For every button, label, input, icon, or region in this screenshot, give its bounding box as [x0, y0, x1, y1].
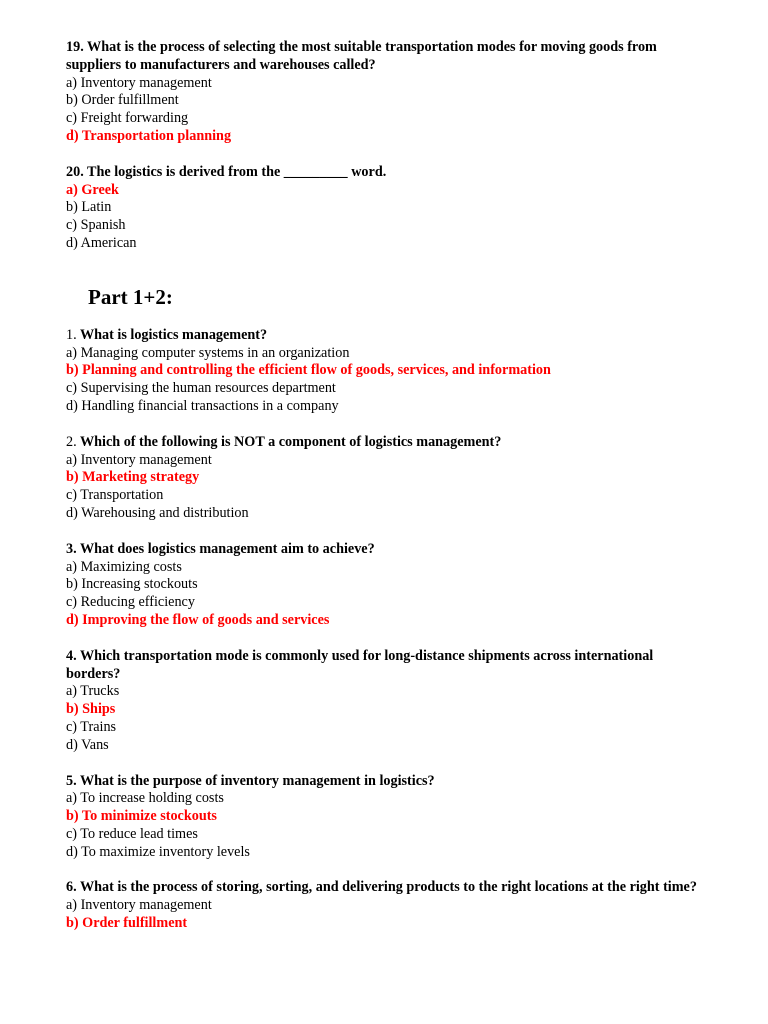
question-item	[66, 327, 768, 416]
answer-option: a) Inventory management	[66, 897, 212, 914]
correct-answer-option: b) Planning and controlling the efficient flow of goods, services, and information	[66, 362, 551, 379]
answer-option: d) American	[66, 234, 137, 251]
answer-option: d) Warehousing and distribution	[66, 504, 249, 521]
answer-option: c) Transportation	[66, 487, 164, 504]
answer-option: c) Reducing efficiency	[66, 594, 195, 611]
question-item	[66, 773, 768, 862]
section-title: Part 1+2:	[88, 284, 173, 309]
question-text	[66, 541, 706, 559]
answer-option: a) Managing computer systems in an organization	[66, 344, 350, 361]
correct-answer-option: d) Transportation planning	[66, 127, 232, 144]
answer-option: c) To reduce lead times	[66, 825, 198, 842]
correct-answer-option: a) Greek	[66, 181, 119, 198]
answer-option: a) Inventory management	[66, 451, 212, 468]
question-number: 19.	[66, 39, 84, 55]
answer-option: a) Trucks	[66, 683, 120, 700]
question-text	[66, 773, 706, 791]
question-prompt: What is the purpose of inventory management in logistics?	[79, 772, 435, 789]
question-number: 3.	[66, 540, 77, 557]
correct-answer-option: b) Order fulfillment	[66, 915, 188, 932]
question-item	[66, 879, 768, 932]
question-prompt: Which transportation mode is commonly used for long-distance shipments across international borders?	[66, 647, 654, 682]
question-item	[66, 541, 768, 630]
question-number: 1.	[66, 326, 77, 343]
correct-answer-option: b) Marketing strategy	[66, 469, 200, 486]
answer-option: b) Latin	[66, 199, 112, 216]
answer-option: a) Inventory management	[66, 74, 212, 91]
question-prompt: What is logistics management?	[79, 326, 268, 343]
question-item	[66, 164, 768, 253]
question-group-b	[66, 327, 768, 933]
question-text	[66, 39, 706, 75]
answer-option: d) To maximize inventory levels	[66, 843, 250, 860]
question-text	[66, 648, 706, 684]
question-text	[66, 327, 706, 345]
question-item	[66, 434, 768, 523]
question-number: 6.	[66, 879, 77, 896]
question-number: 4.	[66, 647, 77, 664]
answer-option: c) Spanish	[66, 217, 126, 234]
question-prompt: What is the process of selecting the most suitable transportation modes for moving goods from suppliers to manufacturers and warehouses called?	[66, 39, 657, 73]
question-text	[66, 434, 706, 452]
answer-option: c) Trains	[66, 718, 117, 735]
answer-option: c) Freight forwarding	[66, 110, 189, 127]
question-item	[66, 39, 768, 146]
answer-option: a) Maximizing costs	[66, 558, 182, 575]
question-prompt: Which of the following is NOT a component of logistics management?	[79, 433, 502, 450]
question-text	[66, 879, 706, 897]
question-prompt: What does logistics management aim to achieve?	[79, 540, 375, 557]
correct-answer-option: b) Ships	[66, 701, 116, 718]
answer-option: d) Vans	[66, 736, 109, 753]
answer-option: b) Increasing stockouts	[66, 576, 198, 593]
answer-option: b) Order fulfillment	[66, 92, 179, 109]
question-group-a	[66, 39, 768, 253]
question-item	[66, 648, 768, 755]
answer-option: c) Supervising the human resources department	[66, 380, 336, 397]
question-number: 20.	[66, 163, 84, 180]
question-prompt: What is the process of storing, sorting, and delivering products to the right locations at the right time?	[79, 879, 697, 896]
answer-option: a) To increase holding costs	[66, 790, 224, 807]
question-number: 5.	[66, 772, 77, 789]
correct-answer-option: b) To minimize stockouts	[66, 808, 217, 825]
question-number: 2.	[66, 433, 77, 450]
correct-answer-option: d) Improving the flow of goods and services	[66, 611, 330, 628]
question-prompt: The logistics is derived from the _________ word.	[87, 163, 387, 180]
question-text	[66, 164, 706, 182]
answer-option: d) Handling financial transactions in a company	[66, 397, 339, 414]
